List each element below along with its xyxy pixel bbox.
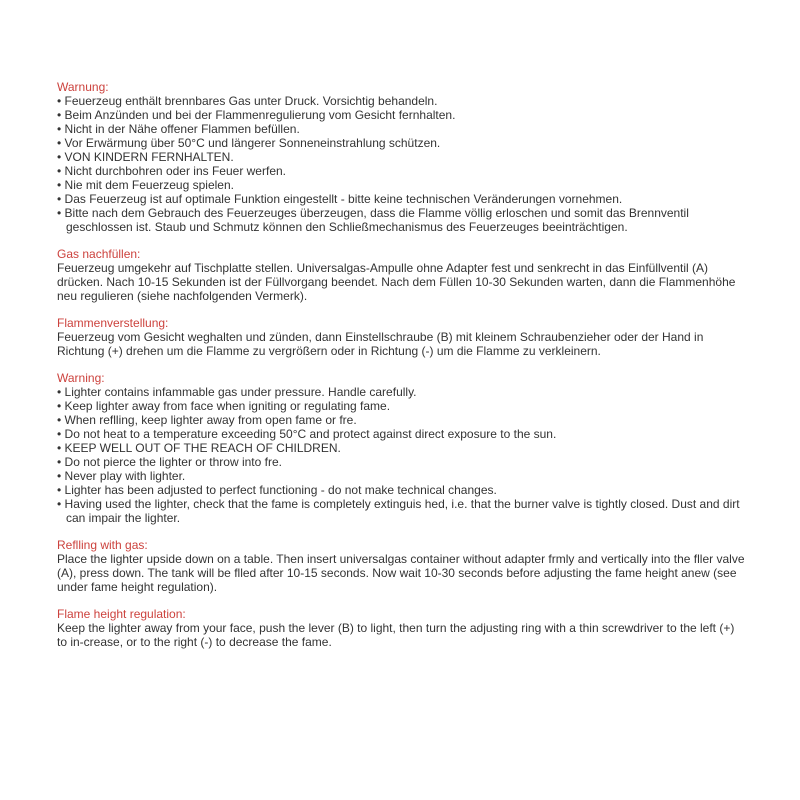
- bullet-item: • When reflling, keep lighter away from open fame or fre.: [57, 413, 747, 427]
- bullet-item: • Do not heat to a temperature exceeding 50°C and protect against direct exposure to the sun.: [57, 427, 747, 441]
- section-warnung-de: [57, 80, 747, 234]
- section-paragraph: Feuerzeug vom Gesicht weghalten und zünden, dann Einstellschraube (B) mit kleinem Schraubenzieher oder der Hand in Richtung (+) drehen um die Flamme zu vergrößern oder in Richtung (-) um die Flamme zu verkleinern.: [57, 330, 704, 358]
- bullet-item: • Lighter has been adjusted to perfect functioning - do not make technical changes.: [57, 483, 747, 497]
- bullet-item: • Nicht durchbohren oder ins Feuer werfen.: [57, 164, 747, 178]
- bullet-item: • Vor Erwärmung über 50°C und längerer Sonneneinstrahlung schützen.: [57, 136, 747, 150]
- bullet-item: • Lighter contains infammable gas under pressure. Handle carefully.: [57, 385, 747, 399]
- bullet-item: • Das Feuerzeug ist auf optimale Funktion eingestellt - bitte keine technischen Veränderungen vornehmen.: [57, 192, 747, 206]
- bullet-item: • Bitte nach dem Gebrauch des Feuerzeuges überzeugen, dass die Flamme völlig erloschen und somit das Brennventil geschlossen ist. Staub und Schmutz können den Schließmechanismus des Feuerzeuges beeinträchtigen.: [57, 206, 747, 234]
- section-refilling-with-gas: [57, 538, 747, 594]
- bullet-item: • Beim Anzünden und bei der Flammenregulierung vom Gesicht fernhalten.: [57, 108, 747, 122]
- section-heading: Warning:: [57, 371, 105, 385]
- section-flame-height-regulation: [57, 607, 747, 649]
- section-heading: Gas nachfüllen:: [57, 247, 141, 261]
- section-heading: Warnung:: [57, 80, 109, 94]
- bullet-item: • KEEP WELL OUT OF THE REACH OF CHILDREN.: [57, 441, 747, 455]
- section-gas-nachfuellen: [57, 247, 747, 303]
- section-flammenverstellung: [57, 316, 747, 358]
- bullet-item: • VON KINDERN FERNHALTEN.: [57, 150, 747, 164]
- section-paragraph: Feuerzeug umgekehr auf Tischplatte stellen. Universalgas-Ampulle ohne Adapter fest und senkrecht in das Einfüllventil (A) drücken. Nach 10-15 Sekunden ist der Füllvorgang beendet. Nach dem Füllen 10-30 Sekunden warten, dann die Flammenhöhe neu regulieren (siehe nachfolgenden Vermerk).: [57, 261, 736, 303]
- instruction-page: [57, 80, 747, 649]
- bullet-item: • Keep lighter away from face when igniting or regulating fame.: [57, 399, 747, 413]
- section-paragraph: Keep the lighter away from your face, push the lever (B) to light, then turn the adjusting ring with a thin screwdriver to the left (+) to in-crease, or to the right (-) to decrease the fame.: [57, 621, 735, 649]
- bullet-item: • Nie mit dem Feuerzeug spielen.: [57, 178, 747, 192]
- section-warning-en: [57, 371, 747, 525]
- section-heading: Reflling with gas:: [57, 538, 148, 552]
- bullet-item: • Never play with lighter.: [57, 469, 747, 483]
- bullet-item: • Feuerzeug enthält brennbares Gas unter Druck. Vorsichtig behandeln.: [57, 94, 747, 108]
- section-paragraph: Place the lighter upside down on a table. Then insert universalgas container without adapter frmly and vertically into the fller valve (A), press down. The tank will be flled after 10-15 seconds. Now wait 10-30 seconds before adjusting the fame height anew (see under fame height regulation).: [57, 552, 745, 594]
- bullet-item: • Do not pierce the lighter or throw into fre.: [57, 455, 747, 469]
- bullet-item: • Having used the lighter, check that the fame is completely extinguis hed, i.e. that the burner valve is tightly closed. Dust and dirt can impair the lighter.: [57, 497, 747, 525]
- section-heading: Flammenverstellung:: [57, 316, 169, 330]
- bullet-item: • Nicht in der Nähe offener Flammen befüllen.: [57, 122, 747, 136]
- section-heading: Flame height regulation:: [57, 607, 186, 621]
